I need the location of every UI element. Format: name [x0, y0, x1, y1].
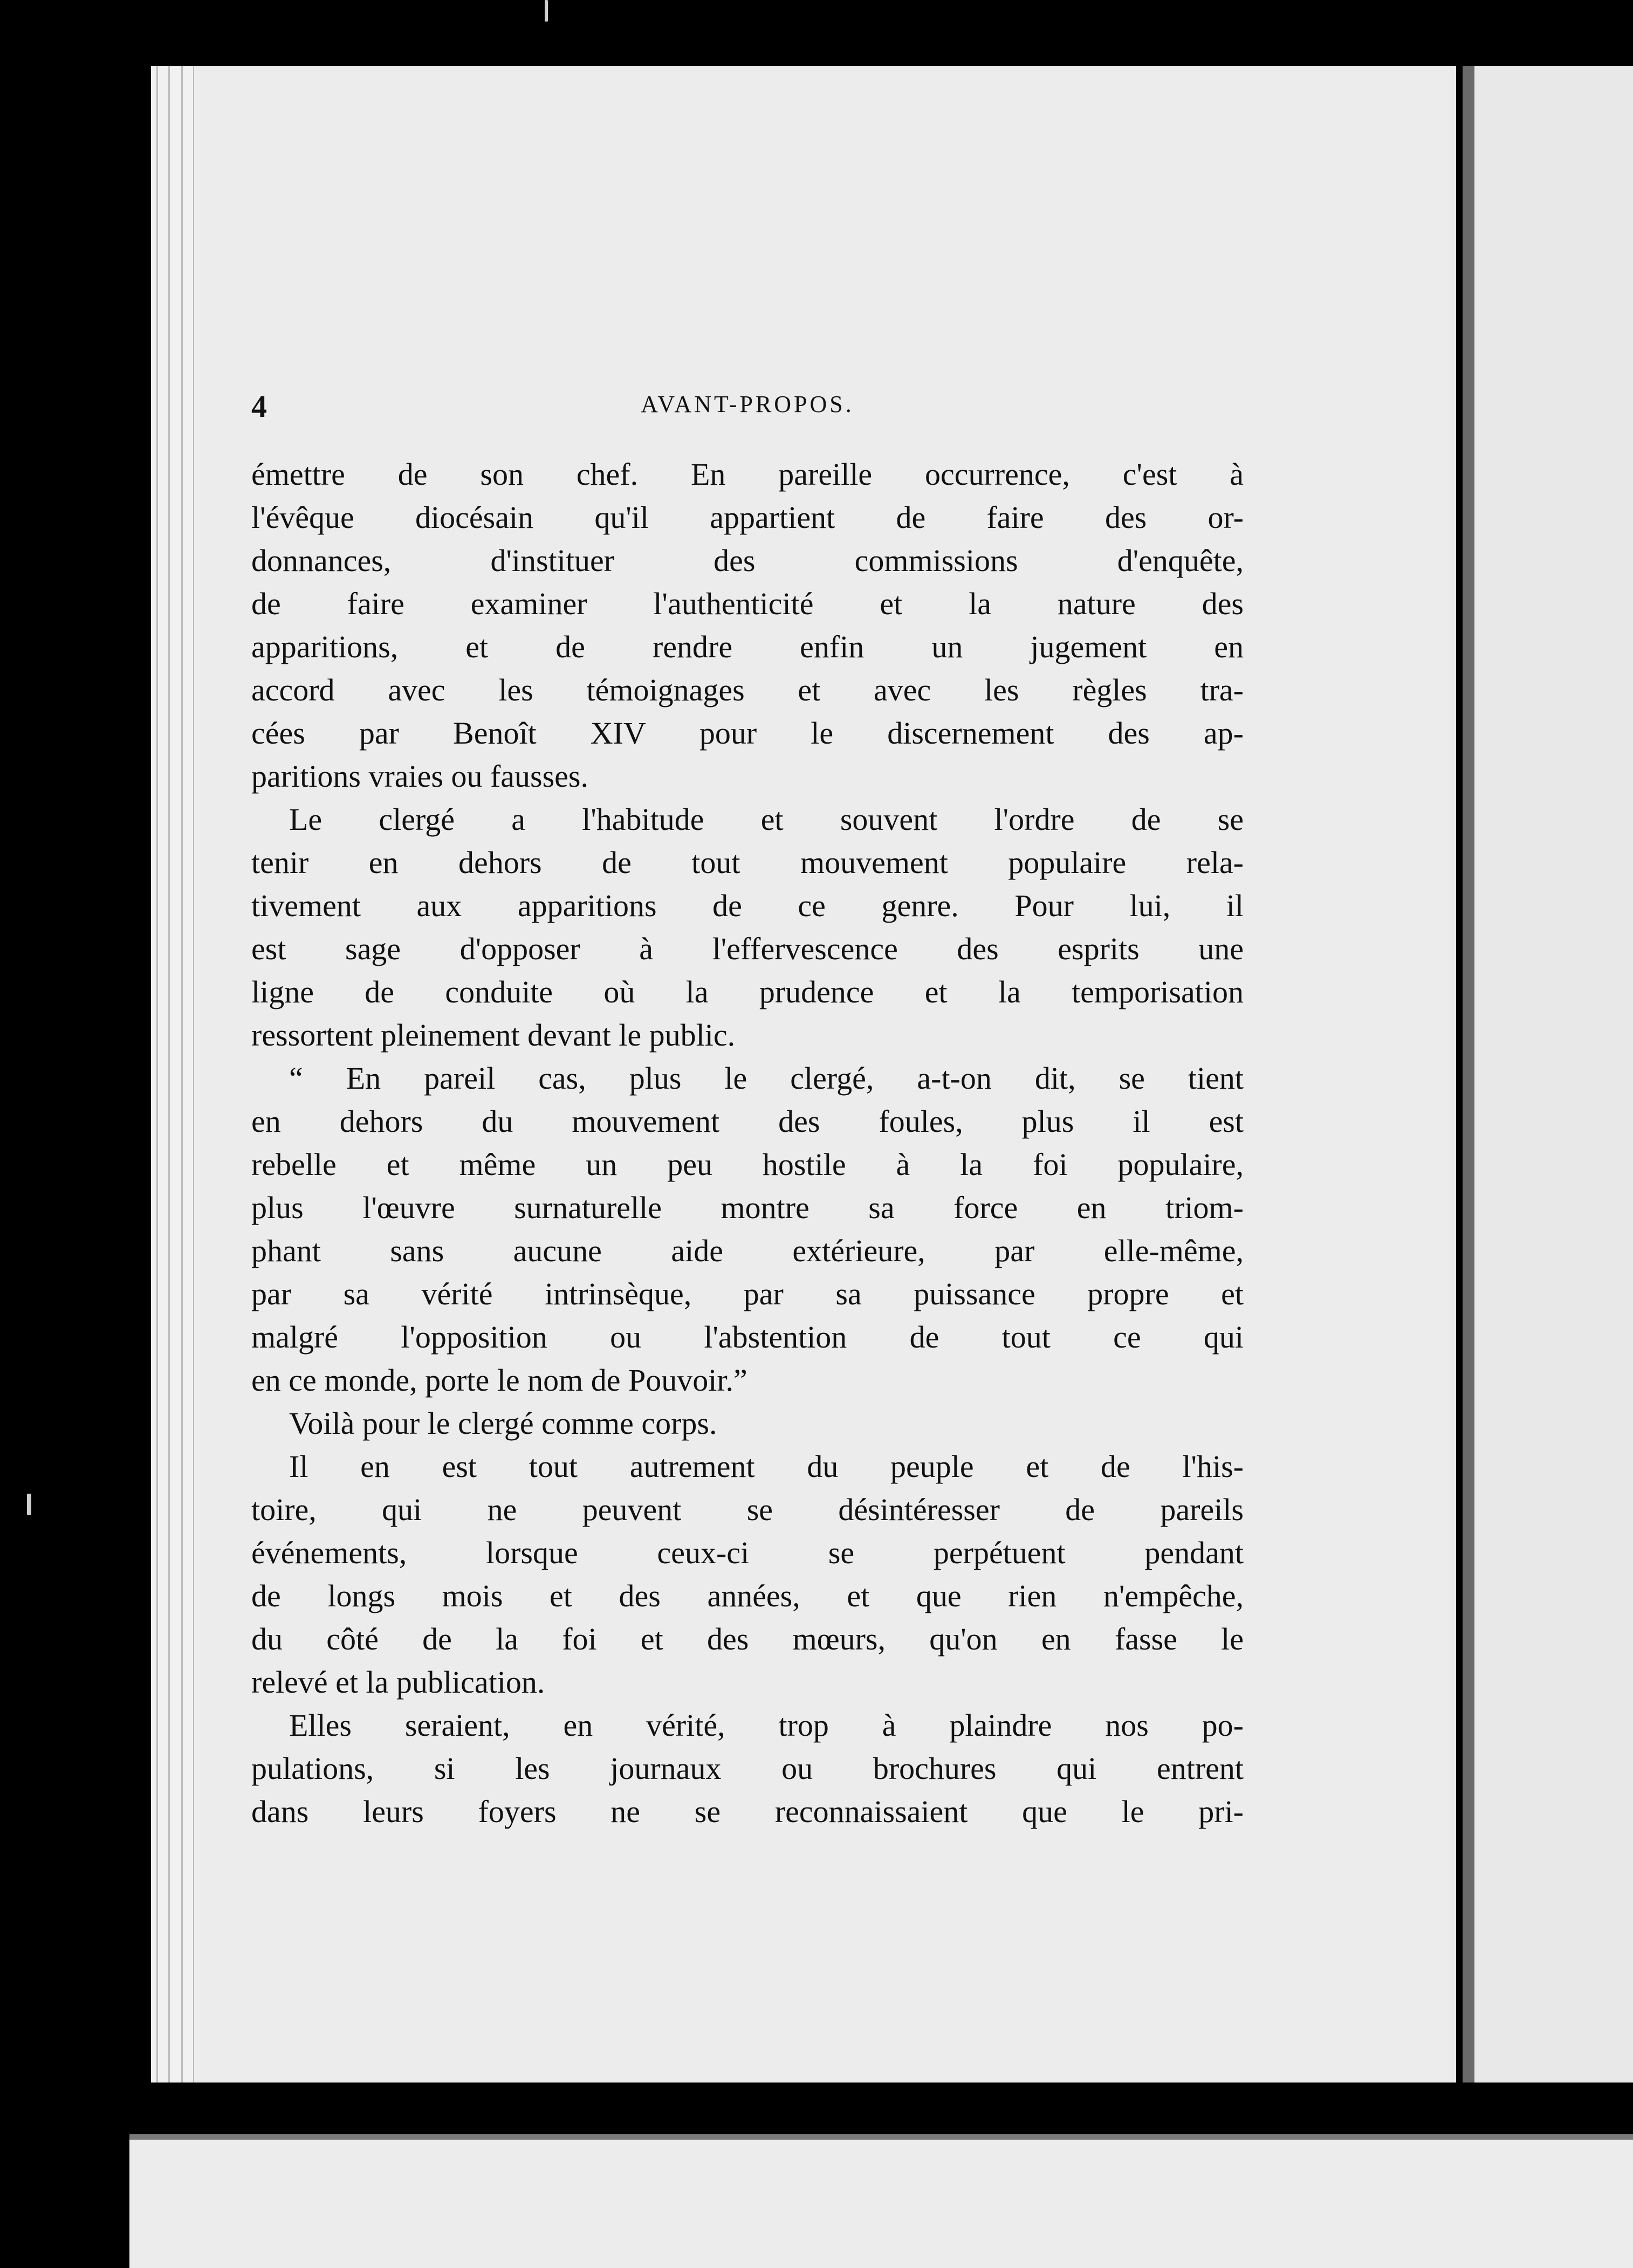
next-page-edge [129, 2134, 1633, 2268]
paragraph [251, 1704, 1244, 1833]
text-line: Voilà pour le clergé comme corps. [289, 1406, 717, 1441]
text-line: dans leurs foyers ne se reconnaissaient que le pri- [251, 1794, 1244, 1829]
text-line: Il en est tout autrement du peuple et de l'his- [289, 1449, 1244, 1484]
text-line: est sage d'opposer à l'effervescence des esprits une [251, 931, 1244, 966]
page-stack-edge [151, 66, 200, 2083]
text-line: tivement aux apparitions de ce genre. Pour lui, il [251, 888, 1244, 923]
page-header [251, 388, 1244, 426]
paragraph [251, 453, 1244, 798]
text-line: toire, qui ne peuvent se désintéresser de pareils [251, 1492, 1244, 1527]
scan-artifact [27, 1494, 31, 1515]
paragraph [251, 1057, 1244, 1402]
text-line: malgré l'opposition ou l'abstention de tout ce qui [251, 1319, 1244, 1355]
running-title: AVANT-PROPOS. [641, 391, 854, 417]
text-line: de longs mois et des années, et que rien n'empêche, [251, 1578, 1244, 1613]
text-line: “ En pareil cas, plus le clergé, a-t-on dit, se tient [289, 1061, 1244, 1096]
text-line: accord avec les témoignages et avec les règles tra- [251, 672, 1244, 707]
text-line: cées par Benoît XIV pour le discernement des ap- [251, 716, 1244, 751]
text-line: émettre de son chef. En pareille occurrence, c'est à [251, 457, 1244, 492]
paragraph [251, 798, 1244, 1057]
text-line: paritions vraies ou fausses. [251, 759, 588, 794]
scan-artifact [545, 0, 548, 22]
text-line: apparitions, et de rendre enfin un jugement en [251, 629, 1244, 664]
page-number: 4 [251, 389, 267, 424]
text-line: Le clergé a l'habitude et souvent l'ordre de se [289, 802, 1244, 837]
text-line: relevé et la publication. [251, 1665, 545, 1700]
paragraph [251, 1445, 1244, 1704]
text-line: plus l'œuvre surnaturelle montre sa force en triom- [251, 1190, 1244, 1225]
body-text [251, 453, 1244, 1833]
text-line: ligne de conduite où la prudence et la temporisation [251, 974, 1244, 1009]
text-line: rebelle et même un peu hostile à la foi populaire, [251, 1147, 1244, 1182]
text-line: donnances, d'instituer des commissions d'enquête, [251, 543, 1244, 578]
text-line: tenir en dehors de tout mouvement populaire rela- [251, 845, 1244, 880]
text-line: par sa vérité intrinsèque, par sa puissance propre et [251, 1276, 1244, 1311]
text-line: en dehors du mouvement des foules, plus il est [251, 1104, 1244, 1139]
text-line: l'évêque diocésain qu'il appartient de faire des or- [251, 500, 1244, 535]
text-line: en ce monde, porte le nom de Pouvoir.” [251, 1363, 747, 1398]
text-line: phant sans aucune aide extérieure, par elle-même, [251, 1233, 1244, 1268]
text-line: pulations, si les journaux ou brochures qui entrent [251, 1751, 1244, 1786]
paragraph [251, 1402, 1244, 1445]
text-line: ressortent pleinement devant le public. [251, 1018, 736, 1053]
text-line: du côté de la foi et des mœurs, qu'on en fasse le [251, 1621, 1244, 1657]
text-line: Elles seraient, en vérité, trop à plaindre nos po- [289, 1708, 1244, 1743]
text-line: événements, lorsque ceux-ci se perpétuent pendant [251, 1535, 1244, 1570]
text-line: de faire examiner l'authenticité et la nature des [251, 586, 1244, 621]
facing-page-edge [1463, 66, 1633, 2083]
